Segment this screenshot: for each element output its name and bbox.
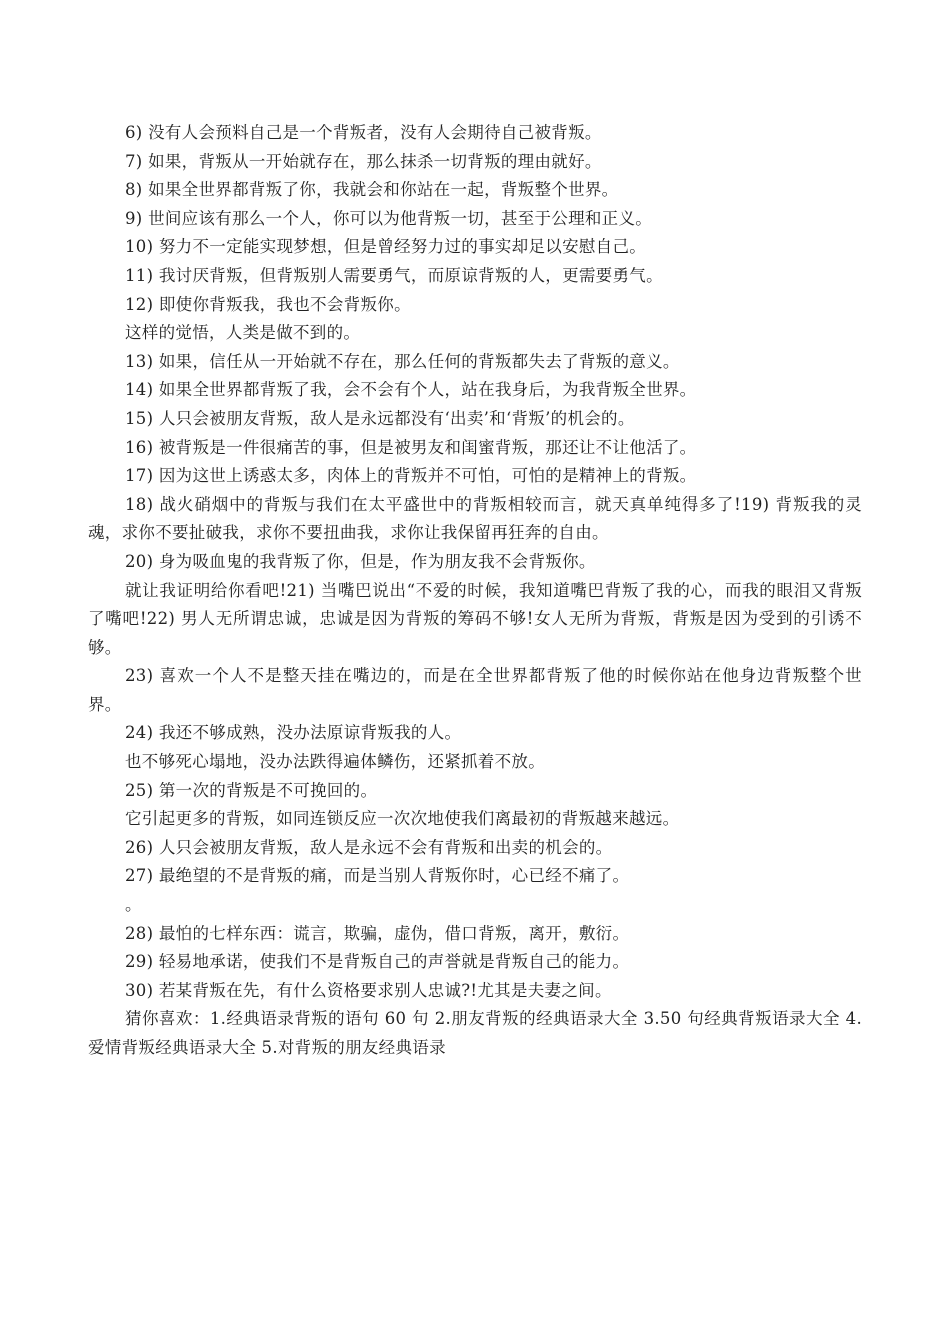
paragraph: 也不够死心塌地，没办法跌得遍体鳞伤，还紧抓着不放。 (125, 752, 545, 772)
related-links-paragraph: 猜你喜欢：1.经典语录背叛的语句 60 句 2.朋友背叛的经典语录大全 3.50 句经典背叛语录大全 4.爱情背叛经典语录大全 5.对背叛的朋友经典语录 (88, 1009, 862, 1057)
paragraph: 10) 努力不一定能实现梦想，但是曾经努力过的事实却足以安慰自己。 (125, 237, 647, 257)
paragraph: 13) 如果，信任从一开始就不存在，那么任何的背叛都失去了背叛的意义。 (125, 351, 680, 371)
paragraph: 就让我证明给你看吧!21) 当嘴巴说出“不爱的时候，我知道嘴巴背叛了我的心，而我的眼泪又背叛了嘴吧!22) 男人无所谓忠诚，忠诚是因为背叛的筹码不够!女人无所为背叛，背叛是因为受到的引诱不够。 (88, 580, 862, 657)
paragraph: 27) 最绝望的不是背叛的痛，而是当别人背叛你时，心已经不痛了。 (125, 866, 630, 886)
paragraph: 。 (125, 895, 142, 915)
paragraph: 24) 我还不够成熟，没办法原谅背叛我的人。 (125, 723, 462, 743)
paragraph: 6) 没有人会预料自己是一个背叛者，没有人会期待自己被背叛。 (125, 123, 602, 142)
paragraph: 18) 战火硝烟中的背叛与我们在太平盛世中的背叛相较而言，就天真单纯得多了!19) 背叛我的灵魂，求你不要扯破我，求你不要扭曲我，求你让我保留再狂奔的自由。 (88, 494, 862, 543)
paragraph: 25) 第一次的背叛是不可挽回的。 (125, 780, 378, 800)
paragraph: 11) 我讨厌背叛，但背叛别人需要勇气，而原谅背叛的人，更需要勇气。 (125, 265, 663, 285)
paragraph: 28) 最怕的七样东西：谎言，欺骗，虚伪，借口背叛，离开，敷衍。 (125, 923, 630, 943)
paragraph: 16) 被背叛是一件很痛苦的事，但是被男友和闺蜜背叛，那还让不让他活了。 (125, 437, 697, 457)
paragraph: 12) 即使你背叛我，我也不会背叛你。 (125, 294, 411, 314)
paragraph: 它引起更多的背叛，如同连锁反应一次次地使我们离最初的背叛越来越远。 (125, 809, 680, 829)
paragraph: 9) 世间应该有那么一个人，你可以为他背叛一切，甚至于公理和正义。 (125, 208, 653, 228)
paragraph: 这样的觉悟，人类是做不到的。 (125, 323, 361, 343)
paragraph: 15) 人只会被朋友背叛，敌人是永远都没有‘出卖’和‘背叛’的机会的。 (125, 408, 635, 428)
paragraph: 29) 轻易地承诺，使我们不是背叛自己的声誉就是背叛自己的能力。 (125, 952, 630, 972)
paragraph: 14) 如果全世界都背叛了我，会不会有个人，站在我身后，为我背叛全世界。 (125, 380, 697, 400)
paragraph: 17) 因为这世上诱惑太多，肉体上的背叛并不可怕，可怕的是精神上的背叛。 (125, 466, 697, 486)
paragraph: 30) 若某背叛在先，有什么资格要求别人忠诚?!尤其是夫妻之间。 (125, 980, 612, 1000)
paragraph: 23) 喜欢一个人不是整天挂在嘴边的，而是在全世界都背叛了他的时候你站在他身边背叛整个世界。 (88, 666, 862, 714)
paragraph: 20) 身为吸血鬼的我背叛了你，但是，作为朋友我不会背叛你。 (125, 551, 596, 571)
paragraph: 8) 如果全世界都背叛了你，我就会和你站在一起，背叛整个世界。 (125, 180, 619, 200)
paragraph: 26) 人只会被朋友背叛，敌人是永远不会有背叛和出卖的机会的。 (125, 837, 613, 857)
paragraph: 7) 如果，背叛从一开始就存在，那么抹杀一切背叛的理由就好。 (125, 151, 602, 171)
document-body (88, 119, 862, 1063)
